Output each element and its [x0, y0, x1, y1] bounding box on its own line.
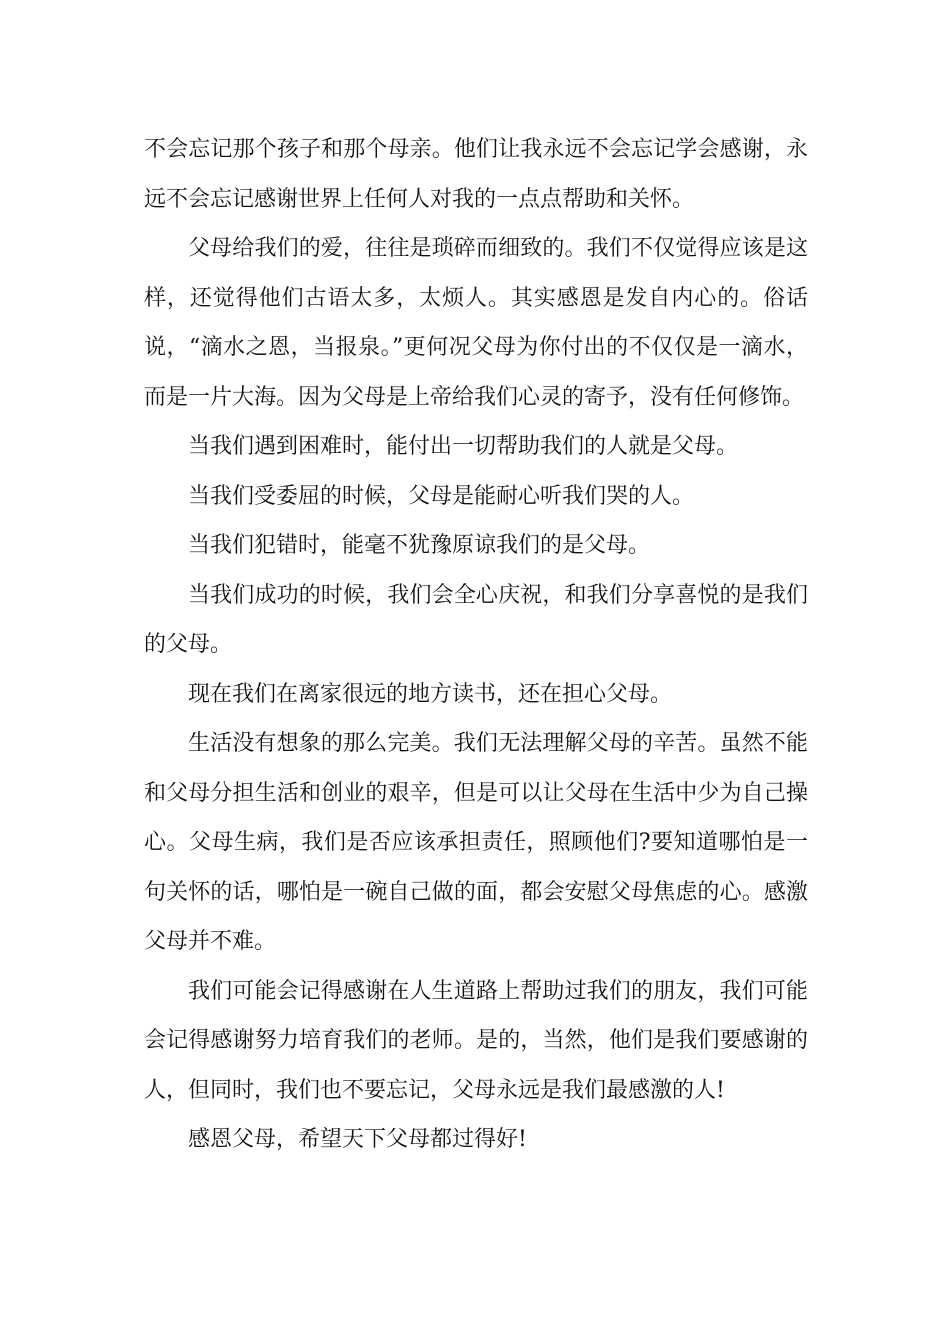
paragraph: 当我们遇到困难时，能付出一切帮助我们的人就是父母。: [188, 434, 739, 459]
paragraph: 当我们成功的时候，我们会全心庆祝，和我们分享喜悦的是我们的父母。: [144, 582, 808, 657]
paragraph: 我们可能会记得感谢在人生道路上帮助过我们的朋友，我们可能会记得感谢努力培育我们的老师。是的，当然，他们是我们要感谢的人，但同时，我们也不要忘记，父母永远是我们最感激的人!: [144, 978, 808, 1103]
paragraph: 生活没有想象的那么完美。我们无法理解父母的辛苦。虽然不能和父母分担生活和创业的艰辛，但是可以让父母在生活中少为自己操心。父母生病，我们是否应该承担责任，照顾他们?要知道哪怕是一句关怀的话，哪怕是一碗自己做的面，都会安慰父母焦虑的心。感激父母并不难。: [144, 731, 808, 954]
paragraph: 当我们犯错时，能毫不犹豫原谅我们的是父母。: [188, 533, 651, 558]
paragraph: 父母给我们的爱，往往是琐碎而细致的。我们不仅觉得应该是这样，还觉得他们古语太多，太烦人。其实感恩是发自内心的。俗话说，“滴水之恩，当报泉。”更何况父母为你付出的不仅仅是一滴水，而是一片大海。因为父母是上帝给我们心灵的寄予，没有任何修饰。: [144, 236, 808, 410]
document-body: [144, 125, 808, 1165]
paragraph-closing: 感恩父母，希望天下父母都过得好!: [188, 1127, 527, 1152]
paragraph-continued: 不会忘记那个孩子和那个母亲。他们让我永远不会忘记学会感谢，永远不会忘记感谢世界上任何人对我的一点点帮助和关怀。: [144, 137, 808, 212]
paragraph: 现在我们在离家很远的地方读书，还在担心父母。: [188, 681, 673, 707]
paragraph: 当我们受委屈的时候，父母是能耐心听我们哭的人。: [188, 483, 695, 509]
